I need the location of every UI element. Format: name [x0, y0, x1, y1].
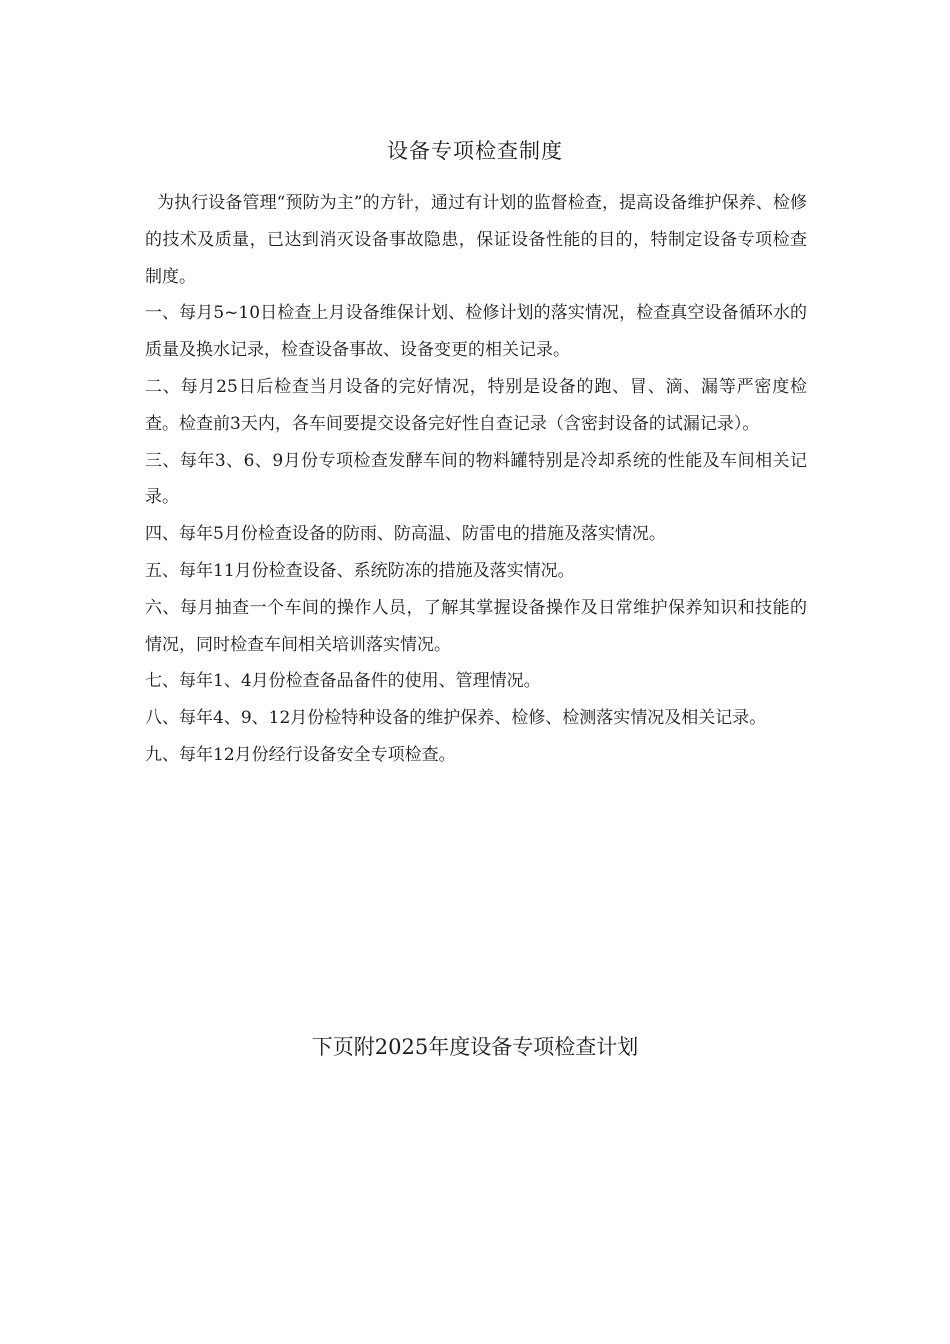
- rule-item-6: 六、每月抽查一个车间的操作人员，了解其掌握设备操作及日常维护保养知识和技能的情况，同时检查车间相关培训落实情况。: [145, 597, 807, 655]
- rule-item-8: 八、每年4、9、12月份检特种设备的维护保养、检修、检测落实情况及相关记录。: [145, 708, 767, 729]
- rule-item-2: 二、每月25日后检查当月设备的完好情况，特别是设备的跑、冒、滴、漏等严密度检查。检查前3天内，各车间要提交设备完好性自查记录（含密封设备的试漏记录）。: [145, 376, 807, 434]
- intro-paragraph: 为执行设备管理“预防为主”的方针，通过有计划的监督检查，提高设备维护保养、检修的技术及质量，已达到消灭设备事故隐患，保证设备性能的目的，特制定设备专项检查制度。: [145, 193, 807, 287]
- rule-item-1: 一、每月5~10日检查上月设备维保计划、检修计划的落实情况，检查真空设备循环水的质量及换水记录，检查设备事故、设备变更的相关记录。: [145, 303, 807, 361]
- rule-item-9: 九、每年12月份经行设备安全专项检查。: [145, 744, 456, 765]
- rule-item-3: 三、每年3、6、9月份专项检查发酵车间的物料罐特别是冷却系统的性能及车间相关记录。: [145, 450, 807, 508]
- rule-item-4: 四、每年5月份检查设备的防雨、防高温、防雷电的措施及落实情况。: [145, 524, 666, 545]
- document-title: 设备专项检查制度: [387, 139, 563, 163]
- rule-item-5: 五、每年11月份检查设备、系统防冻的措施及落实情况。: [145, 560, 575, 581]
- document-body: [145, 185, 807, 774]
- rule-item-7: 七、每年1、4月份检查备品备件的使用、管理情况。: [145, 671, 541, 692]
- footer-note: 下页附2025年度设备专项检查计划: [311, 1035, 639, 1059]
